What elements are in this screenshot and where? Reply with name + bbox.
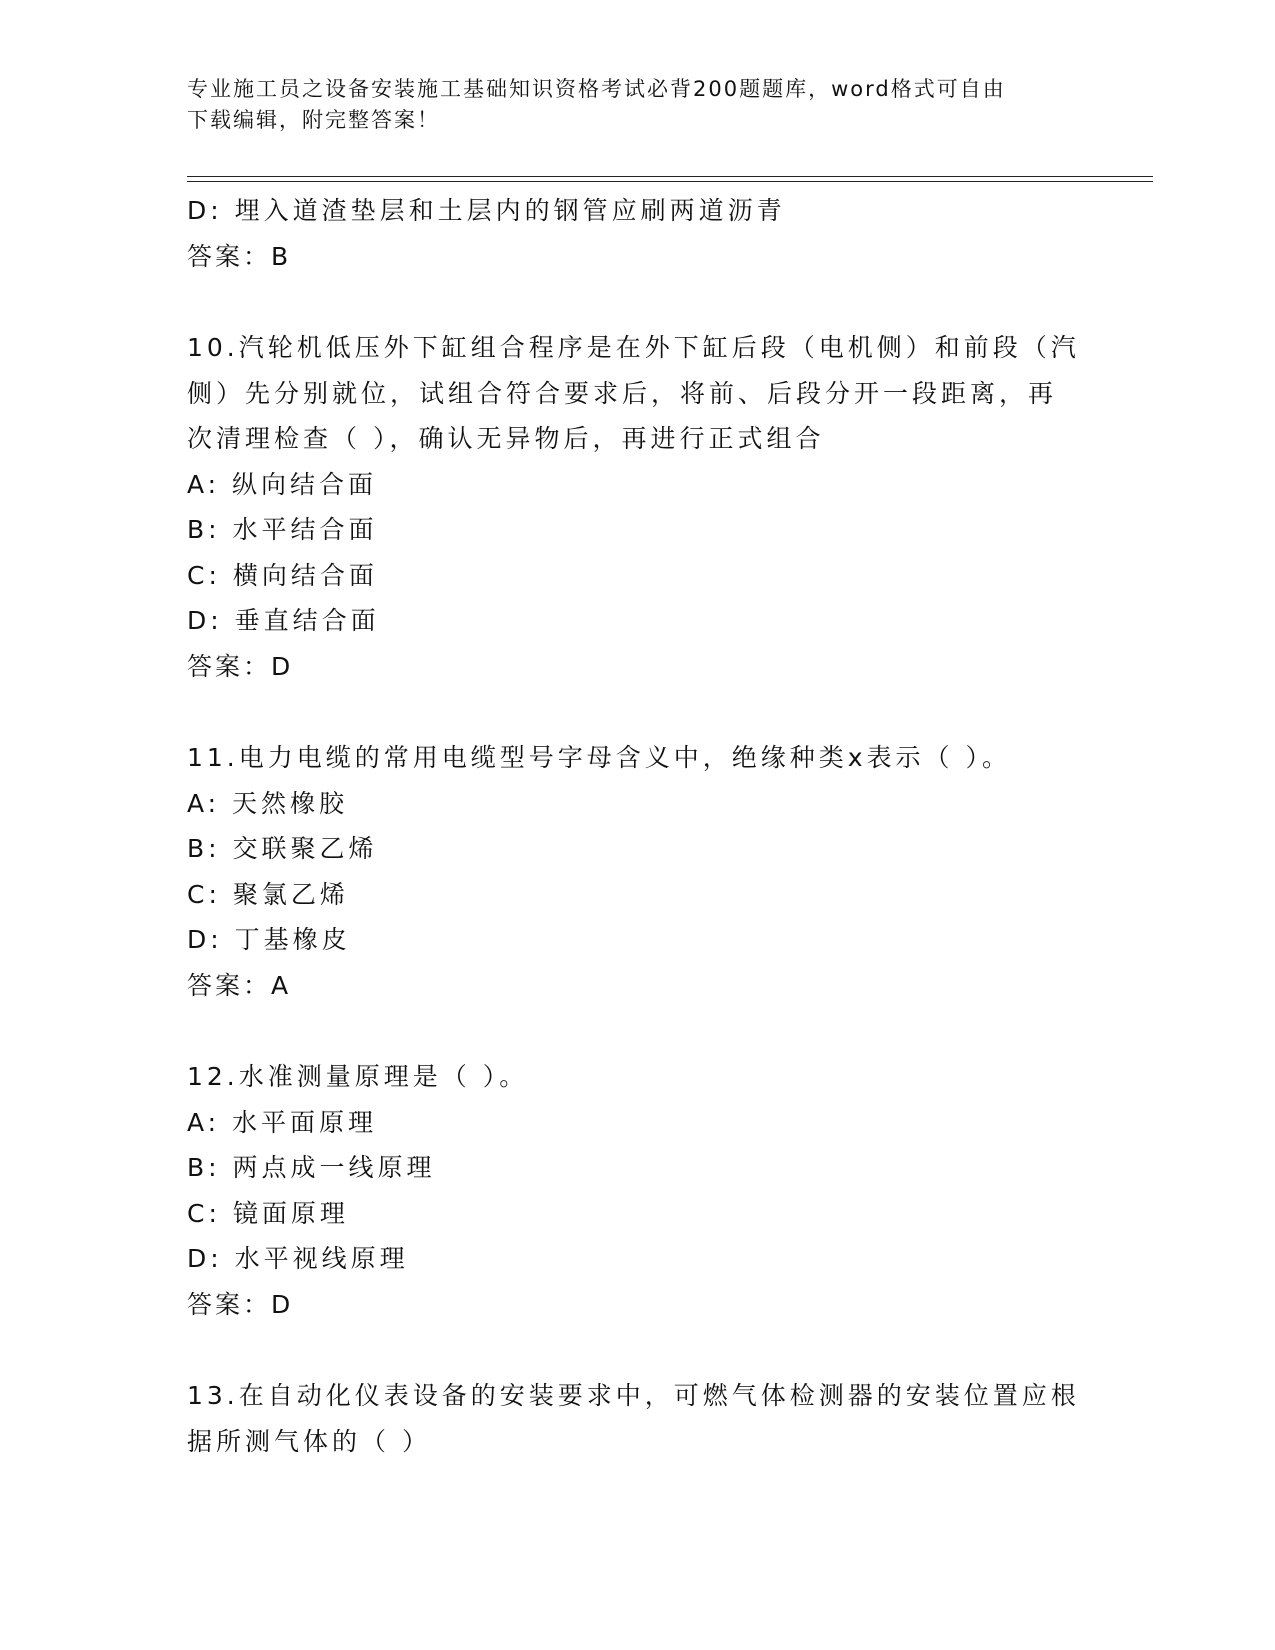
question-stem-line: 10.汽轮机低压外下缸组合程序是在外下缸后段（电机侧）和前段（汽 [187, 333, 1080, 362]
answer-line [187, 234, 1087, 280]
header-line-1: 专业施工员之设备安装施工基础知识资格考试必背200题题库，word格式可自由 [187, 77, 1006, 101]
question-stem-line: 11.电力电缆的常用电缆型号字母含义中，绝缘种类x表示（ ）。 [187, 743, 1012, 772]
answer-label: 答案： [187, 1289, 272, 1319]
question-stem-line: 侧）先分别就位，试组合符合要求后，将前、后段分开一段距离，再 [187, 378, 1058, 408]
question-stem-line: 次清理检查（ ），确认无异物后，再进行正式组合 [187, 424, 825, 453]
header-divider-top [187, 176, 1153, 177]
previous-question-tail [187, 188, 1087, 279]
answer-line [187, 644, 1087, 690]
option-a: A: 天然橡胶 [187, 788, 349, 818]
answer-label: 答案： [187, 970, 272, 1000]
answer-value: D [271, 1289, 292, 1319]
answer-value: D [271, 651, 292, 681]
question-list [187, 188, 1087, 1464]
header-divider-bottom [187, 181, 1153, 182]
option-c: C: 聚氯乙烯 [187, 879, 349, 909]
question-stem-line: 据所测气体的（ ） [187, 1426, 431, 1456]
answer-line [187, 963, 1087, 1009]
option-b: B: 水平结合面 [187, 515, 378, 544]
question-10 [187, 325, 1087, 689]
option-c: C: 横向结合面 [187, 560, 378, 590]
option-b: B: 两点成一线原理 [187, 1153, 436, 1182]
answer-line [187, 1282, 1087, 1328]
question-11 [187, 735, 1087, 1008]
option-b: B: 交联聚乙烯 [187, 834, 378, 863]
question-stem-line: 12.水准测量原理是（ ）。 [187, 1062, 529, 1091]
option-d: D: 垂直结合面 [187, 606, 380, 635]
answer-label: 答案： [187, 241, 272, 271]
answer-value: B [271, 241, 290, 271]
option-d: D: 丁基橡皮 [187, 925, 351, 954]
option-d: D: 水平视线原理 [187, 1244, 409, 1273]
answer-value: A [271, 970, 290, 1000]
question-13 [187, 1373, 1087, 1464]
document-header [187, 74, 1067, 136]
question-stem-line: 13.在自动化仪表设备的安装要求中，可燃气体检测器的安装位置应根 [187, 1381, 1080, 1410]
question-12 [187, 1054, 1087, 1327]
option-a: A: 纵向结合面 [187, 469, 378, 499]
answer-label: 答案： [187, 651, 272, 681]
option-d: D: 埋入道渣垫层和土层内的钢管应刷两道沥青 [187, 196, 786, 225]
header-line-2: 下载编辑，附完整答案！ [187, 108, 440, 132]
option-c: C: 镜面原理 [187, 1198, 349, 1228]
option-a: A: 水平面原理 [187, 1107, 378, 1137]
